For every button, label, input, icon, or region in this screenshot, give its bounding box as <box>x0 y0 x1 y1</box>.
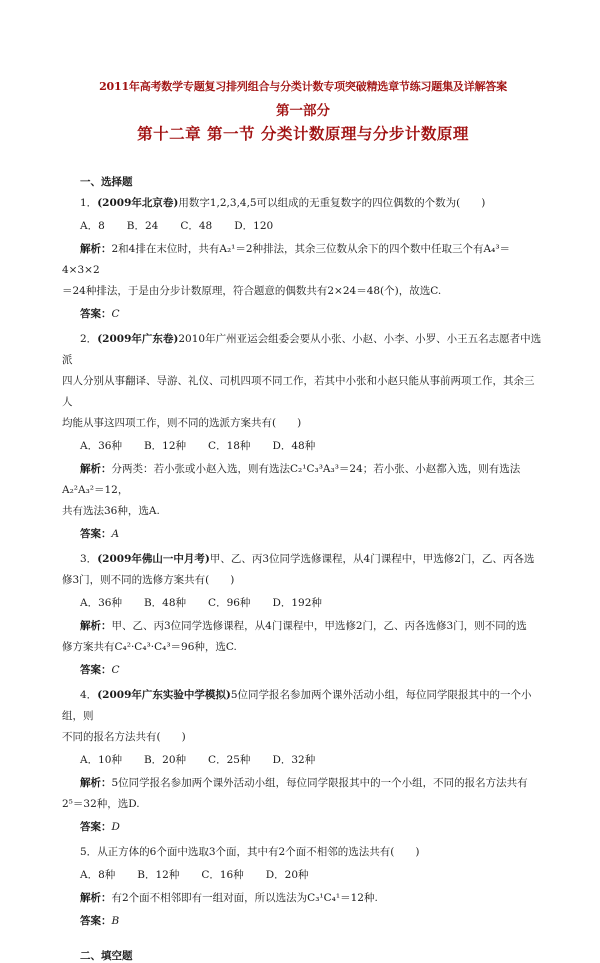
solution-line-2: 2⁵＝32种，选D. <box>62 798 140 810</box>
option-a: A．36种 <box>80 440 122 452</box>
option-a: A．8 <box>80 220 105 232</box>
question-number: 1． <box>80 197 98 209</box>
question-body: 从正方体的6个面中选取3个面，其中有2个面不相邻的选法共有( ) <box>97 846 420 858</box>
question-4-answer <box>62 817 544 838</box>
question-4-options <box>62 750 544 771</box>
question-number: 3． <box>80 553 98 565</box>
question-2-solution <box>62 459 544 501</box>
document-title: 2011年高考数学专题复习排列组合与分类计数专项突破精选章节练习题集及详解答案 <box>99 80 507 93</box>
solution-label: 解析： <box>80 463 112 475</box>
answer-label: 答案： <box>80 528 112 540</box>
question-5-answer <box>62 911 544 932</box>
question-2 <box>62 329 544 545</box>
option-b: B．12种 <box>137 869 180 881</box>
option-d: D．120 <box>234 220 274 232</box>
question-body: 用数字1,2,3,4,5可以组成的无重复数字的四位偶数的个数为( ) <box>178 197 486 209</box>
question-2-text <box>62 329 544 371</box>
option-a: A．10种 <box>80 754 122 766</box>
option-d: D．192种 <box>272 597 322 609</box>
question-3-text <box>62 549 544 570</box>
question-2-text-line-3: 均能从事这四项工作，则不同的选派方案共有( ) <box>62 417 302 429</box>
answer-value: D <box>111 821 120 833</box>
answer-label: 答案： <box>80 308 112 320</box>
section-heading-choice: 一、选择题 <box>80 176 133 188</box>
solution-line-1: 5位同学报名参加两个课外活动小组，每位同学限报其中的一个小组，不同的报名方法共有 <box>111 777 528 789</box>
question-body: 2010年广州亚运会组委会要从小张、小赵、小李、小罗、小王五名志愿者中选派 <box>62 333 542 366</box>
question-5-options <box>62 865 544 886</box>
question-number: 4． <box>80 689 98 701</box>
question-2-text-line-2: 四人分别从事翻译、导游、礼仪、司机四项不同工作，若其中小张和小赵只能从事前两项工作，其余三人 <box>62 375 535 408</box>
option-c: C．16种 <box>201 869 244 881</box>
question-3-solution <box>62 616 544 637</box>
option-c: C．96种 <box>208 597 251 609</box>
question-number: 2． <box>80 333 98 345</box>
question-1-answer <box>62 304 544 325</box>
section-heading-fill: 二、填空题 <box>80 950 133 962</box>
question-1 <box>62 193 544 325</box>
answer-value: C <box>111 308 120 320</box>
question-2-answer <box>62 524 544 545</box>
option-a: A．36种 <box>80 597 122 609</box>
question-source: (2009年广东实验中学模拟) <box>97 689 231 701</box>
question-1-options <box>62 216 544 237</box>
question-1-solution <box>62 239 544 281</box>
option-c: C．25种 <box>208 754 251 766</box>
solution-line-2: 修方案共有C₄²·C₄³·C₄³＝96种，选C. <box>62 641 237 653</box>
question-4 <box>62 685 544 838</box>
question-1-text <box>62 193 544 214</box>
option-c: C．48 <box>180 220 213 232</box>
part-title: 第一部分 <box>276 103 330 119</box>
solution-label: 解析： <box>80 892 112 904</box>
answer-label: 答案： <box>80 664 112 676</box>
solution-label: 解析： <box>80 777 112 789</box>
answer-label: 答案： <box>80 821 112 833</box>
question-5-text <box>62 842 544 863</box>
question-source: (2009年佛山一中月考) <box>97 553 210 565</box>
option-d: D．20种 <box>265 869 309 881</box>
question-3-answer <box>62 660 544 681</box>
question-3-options <box>62 593 544 614</box>
solution-line-1: 2和4排在末位时，共有A₂¹＝2种排法，其余三位数从余下的四个数中任取三个有A₄³＝4×3×2 <box>62 243 511 276</box>
question-body: 甲、乙、丙3位同学选修课程，从4门课程中，甲选修2门，乙、丙各选 <box>209 553 535 565</box>
question-2-options <box>62 436 544 457</box>
answer-value: A <box>111 528 120 540</box>
option-a: A．8种 <box>80 869 116 881</box>
question-number: 5． <box>80 846 98 858</box>
answer-value: C <box>111 664 120 676</box>
solution-line-1: 分两类：若小张或小赵入选，则有选法C₂¹C₃³A₃³＝24；若小张、小赵都入选，则有选法A₂²A₃²＝12， <box>62 463 521 496</box>
solution-line-1: 有2个面不相邻即有一组对面，所以选法为C₃¹C₄¹＝12种. <box>111 892 378 904</box>
solution-line-1: 甲、乙、丙3位同学选修课程，从4门课程中，甲选修2门，乙、丙各选修3门，则不同的选 <box>111 620 527 632</box>
solution-line-2: 共有选法36种，选A. <box>62 505 160 517</box>
option-b: B．24 <box>126 220 159 232</box>
question-source: (2009年北京卷) <box>97 197 179 209</box>
chapter-title: 第十二章 第一节 分类计数原理与分步计数原理 <box>137 124 469 143</box>
option-c: C．18种 <box>208 440 251 452</box>
solution-line-2: ＝24种排法，于是由分步计数原理，符合题意的偶数共有2×24＝48(个)，故选C. <box>62 285 442 297</box>
question-4-text <box>62 685 544 727</box>
question-4-text-line-2: 不同的报名方法共有( ) <box>62 731 186 743</box>
option-b: B．48种 <box>143 597 187 609</box>
question-5 <box>62 842 544 932</box>
option-d: D．32种 <box>272 754 316 766</box>
answer-label: 答案： <box>80 915 112 927</box>
solution-label: 解析： <box>80 620 112 632</box>
option-d: D．48种 <box>272 440 316 452</box>
answer-value: B <box>111 915 120 927</box>
question-3 <box>62 549 544 681</box>
question-5-solution <box>62 888 544 909</box>
question-source: (2009年广东卷) <box>97 333 179 345</box>
question-3-text-line-2: 修3门，则不同的选修方案共有( ) <box>62 574 235 586</box>
option-b: B．12种 <box>143 440 187 452</box>
question-body: 5位同学报名参加两个课外活动小组，每位同学限报其中的一个小组，则 <box>62 689 532 722</box>
option-b: B．20种 <box>143 754 187 766</box>
solution-label: 解析： <box>80 243 112 255</box>
question-4-solution <box>62 773 544 794</box>
